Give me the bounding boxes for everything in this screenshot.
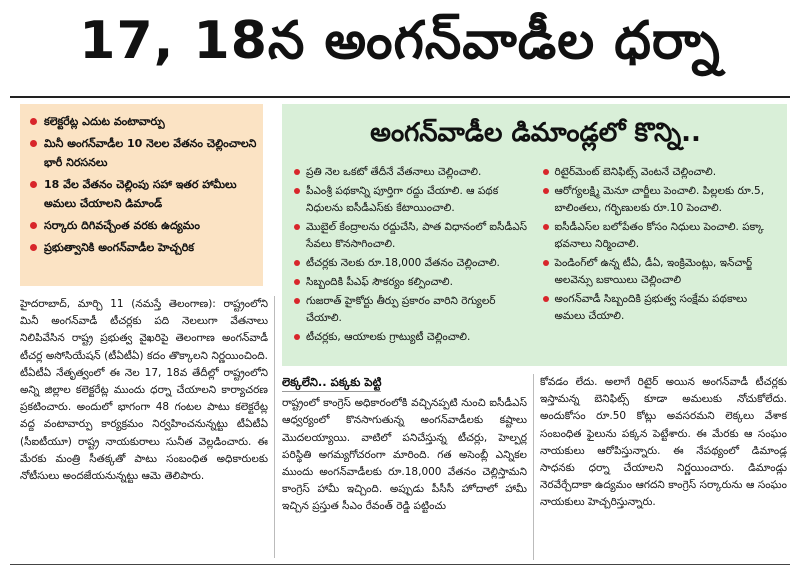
highlight-item: ప్రభుత్వానికి అంగన్‌వాడీల హెచ్చరిక	[30, 238, 257, 257]
demand-item: పీఎంశ్రీ పథకాన్ని పూర్తిగా రద్దు చేయాలి. ఆ పథక నిధులను ఐసీడీఎస్‌కు కేటాయించాలి.	[292, 183, 531, 217]
article-column-2	[282, 374, 527, 560]
article-column-1: హైదరాబాద్, మార్చి 11 (నమస్తే తెలంగాణ): రాష్ట్రంలోని మినీ అంగన్‌వాడీ టీచర్లకు పది నెలలుగా వేతనాలు నిలిపివేసిన రాష్ట్ర ప్రభుత్వ వైఖరిపై తెలంగాణ అంగన్‌వాడీ టీచర్ల అసోసియేషన్ (టీఏటీఏ) కదం తొక్కాలని నిర్ణయించింది. టీఏటీఏ నేతృత్వంలో ఈ నెల 17, 18వ తేదీల్లో రాష్ట్రంలోని అన్ని జిల్లాల కలెక్టరేట్ల ముందు ధర్నా చేయాలని కార్యాచరణ ప్రకటించారు. అందులో భాగంగా 48 గంటల పాటు కలెక్టరేట్ల వద్ద వంటావార్పు కార్యక్రమం నిర్వహించనున్నట్టు టీఏటీఏ (సీఐటీయూ) రాష్ట్ర నాయకురాలు సునీత వెల్లడించారు. ఈ మేరకు మంత్రి సీతక్కతో పాటు సంబంధిత అధికారులకు నోటీసులు అందజేయనున్నట్టు ఆమె తెలిపారు.	[20, 298, 268, 483]
highlights-box	[20, 104, 263, 286]
demand-item: ప్రతి నెల ఒకటో తేదీనే వేతనాలు చెల్లించాలి.	[292, 164, 531, 181]
highlight-item: 18 వేల వేతనం చెల్లింపు సహా ఇతర హామీలు అమలు చేయాలని డిమాండ్	[30, 175, 257, 213]
demands-left-list	[292, 164, 531, 348]
demands-box	[282, 104, 787, 366]
article-column-2-text: రాష్ట్రంలో కాంగ్రెస్ అధికారంలోకి వచ్చినప్పటి నుంచి ఐసీడీఎస్ ఆధ్వర్యంలో కొనసాగుతున్న అంగన్‌వాడీలకు కష్టాలు మొదలయ్యాయి. వాటిలో పనిచేస్తున్న టీచర్లు, హెల్పర్ల పరిస్థితి అగమ్యగోచరంగా మారింది. గత అసెంబ్లీ ఎన్నికల ముందు అంగన్‌వాడీలకు రూ.18,000 వేతనం చెల్లిస్తామని కాంగ్రెస్ హామీ ఇచ్చింది. అప్పుడు పీసీసీ హోదాలో హామీ ఇచ్చిన ప్రస్తుత సీఎం రేవంత్ రెడ్డి పట్టించు	[282, 397, 527, 513]
article-subhead: లెక్కలేని.. పక్కకు పెట్టి	[282, 374, 381, 392]
demand-item: ఐసీడీఎస్‌ల బలోపేతం కోసం నిధులు పెంచాలి. పక్కా భవనాలు నిర్మించాలి.	[541, 219, 780, 253]
demand-item: రిటైర్‌మెంట్ బెనిఫిట్స్ వెంటనే చెల్లించాలి.	[541, 164, 780, 181]
headline: 17, 18న అంగన్‌వాడీల ధర్నా	[79, 10, 721, 71]
demand-item: ఆరోగ్యలక్ష్మి మెనూ చార్జీలు పెంచాలి. పిల్లలకు రూ.5, బాలింతలు, గర్భిణులకు రూ.10 పెంచాలి.	[541, 183, 780, 217]
demands-right-list	[541, 164, 780, 348]
demand-item: అంగన్‌వాడీ సిబ్బందికి ప్రభుత్వ సంక్షేమ పథకాలు అమలు చేయాలి.	[541, 291, 780, 325]
demands-columns	[292, 164, 779, 348]
demand-item: పెండింగ్‌లో ఉన్న టీఏ, డీఏ, ఇంక్రిమెంట్లు, ఇన్‌చార్జ్ అలవెన్సు బకాయిలు చెల్లించాలి	[541, 255, 780, 289]
article-column-3: కోవడం లేదు. అలాగే రిటైర్ అయిన అంగన్‌వాడీ టీచర్లకు ఇస్తామన్న బెనిఫిట్స్ కూడా అమలుకు నోచుకోలేదు. అందుకోసం రూ.50 కోట్లు అవసరమని లెక్కలు వేశాక సంబంధిత ఫైలును పక్కన పెట్టేశారు. ఈ మేరకు ఆ సంఘం నాయకులు ఆరోపిస్తున్నారు. ఈ నేపథ్యంలో డిమాండ్ల సాధనకు ధర్నా చేయాలని నిర్ణయించారు. డిమాండ్లు నెరవేర్చేదాకా ఉద్యమం ఆగదని కాంగ్రెస్ సర్కారును ఆ సంఘం నాయకులు హెచ్చరిస్తున్నారు.	[540, 376, 787, 509]
highlights-list	[30, 112, 257, 257]
demand-item: గుజరాత్ హైకోర్టు తీర్పు ప్రకారం వారిని రెగ్యులర్ చేయాలి.	[292, 293, 531, 327]
demand-item: టీచర్లకు, ఆయాలకు గ్రాట్యుటీ చెల్లించాలి.	[292, 329, 531, 346]
demands-title: అంగన్‌వాడీల డిమాండ్లలో కొన్ని..	[370, 118, 701, 148]
bottom-rule	[10, 564, 790, 565]
column-divider	[533, 374, 534, 560]
highlight-item: కలెక్టరేట్ల ఎదుట వంటావార్పు	[30, 112, 257, 131]
demand-item: మొబైల్ కేంద్రాలను రద్దుచేసి, పాత విధానంలో ఐసీడీఎస్ సేవలు కొనసాగించాలి.	[292, 219, 531, 253]
demand-item: టీచర్లకు నెలకు రూ.18,000 వేతనం చెల్లించాలి.	[292, 255, 531, 272]
highlight-item: సర్కారు దిగివచ్చేంత వరకు ఉద్యమం	[30, 216, 257, 235]
column-divider	[274, 296, 275, 558]
demand-item: సిబ్బందికి పీఎఫ్ సౌకర్యం కల్పించాలి.	[292, 274, 531, 291]
highlight-item: మినీ అంగన్‌వాడీల 10 నెలల వేతనం చెల్లించాలని భారీ నిరసనలు	[30, 134, 257, 172]
headline-rule	[10, 96, 790, 98]
